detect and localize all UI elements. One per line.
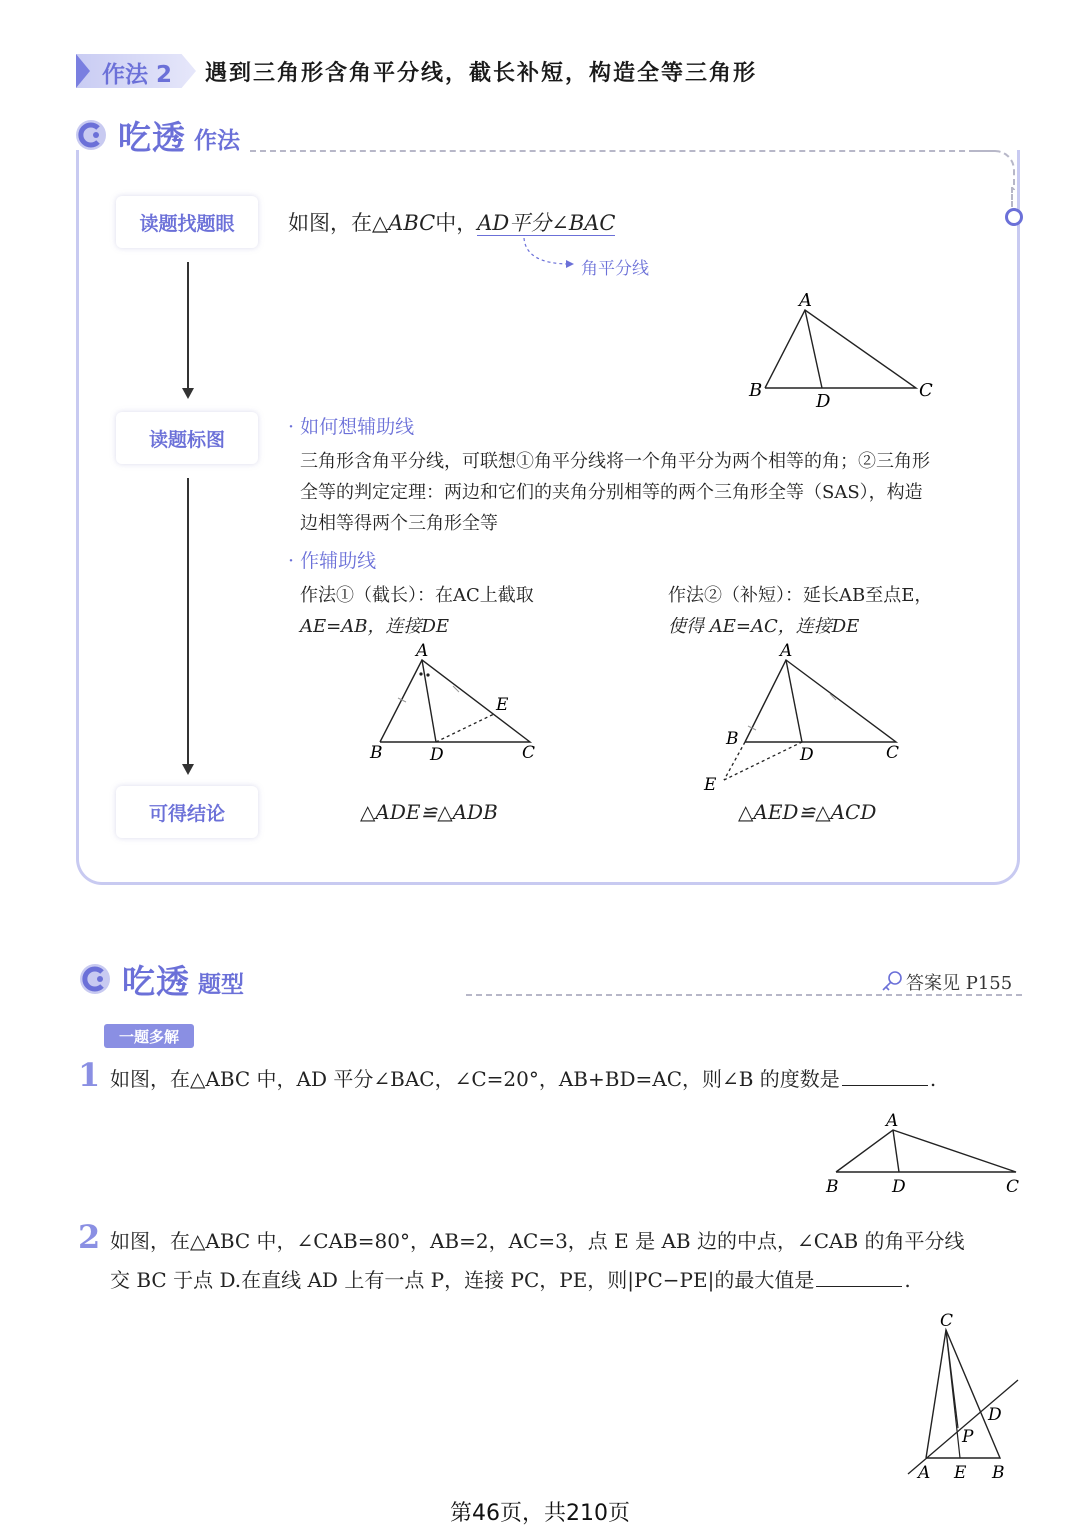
multi-solution-tag: 一题多解 <box>104 1024 194 1048</box>
m1-label-c: C <box>522 743 536 763</box>
how-to-think-line3: 边相等得两个三角形全等 <box>300 513 498 534</box>
section2-title-main: 吃透 <box>122 962 190 1001</box>
method2-line2: 使得 AE=AC，连接DE <box>668 616 860 637</box>
label-a: A <box>799 290 812 311</box>
problem-intro <box>288 208 615 239</box>
arrow-down-icon <box>181 386 195 400</box>
m1-label-b: B <box>370 743 383 763</box>
q2-label-c: C <box>940 1311 954 1331</box>
figure-q1 <box>818 1108 1028 1198</box>
panel-ring-marker <box>1005 208 1023 226</box>
label-d: D <box>816 391 831 412</box>
q2-label-a: A <box>918 1463 931 1483</box>
figure-q2 <box>900 1308 1025 1486</box>
method2-line1: 作法②（补短）：延长AB至点E， <box>668 585 933 606</box>
intro-mid: 中， <box>435 211 478 235</box>
intro-prefix: 如图，在△ <box>288 211 389 235</box>
q1-number: 1 <box>78 1056 101 1094</box>
q2-text-line1: 如图，在△ABC 中，∠CAB=80°，AB=2，AC=3，点 E 是 AB 边的中点，∠CAB 的角平分线 <box>110 1229 965 1253</box>
figure-method1 <box>360 640 550 770</box>
q2-text-line2 <box>110 1261 911 1299</box>
how-to-think-line1: 三角形含角平分线，可联想①角平分线将一个角平分为两个相等的角；②三角形 <box>300 451 930 472</box>
q2-label-d: D <box>988 1405 1002 1425</box>
m2-label-b: B <box>726 729 739 749</box>
q2-answer-blank[interactable] <box>816 1285 902 1287</box>
step-find-key: 读题找题眼 <box>116 196 258 248</box>
result-method1: △ADE≌△ADB <box>360 800 498 824</box>
key-icon <box>880 970 904 992</box>
q1-text: 如图，在△ABC 中，AD 平分∠BAC，∠C=20°，AB+BD=AC，则∠B 的度数是 <box>110 1067 840 1091</box>
q2-end: . <box>904 1268 911 1292</box>
step-mark-figure: 读题标图 <box>116 412 258 464</box>
q2-number: 2 <box>78 1218 101 1256</box>
step-conclusion: 可得结论 <box>116 786 258 838</box>
label-b: B <box>749 380 763 401</box>
q2-text: 交 BC 于点 D.在直线 AD 上有一点 P，连接 PC，PE，则|PC−PE|的最大值是 <box>110 1268 815 1292</box>
construct-heading: · 作辅助线 <box>288 550 377 572</box>
m1-label-e: E <box>496 695 509 715</box>
q1-end: . <box>929 1067 937 1091</box>
section-swirl-icon <box>74 118 108 152</box>
flow-line-1 <box>187 262 189 392</box>
answer-reference: 答案见 P155 <box>906 973 1013 994</box>
m1-label-d: D <box>430 745 444 765</box>
intro-abc: ABC <box>388 211 436 235</box>
section-swirl-icon <box>78 962 112 996</box>
figure-triangle-abc <box>740 288 940 412</box>
how-to-think-heading: · 如何想辅助线 <box>288 416 415 438</box>
m1-label-a: A <box>416 641 429 661</box>
page-footer: 第46页，共210页 <box>450 1501 630 1526</box>
panel-dashed-corner <box>975 150 1015 190</box>
panel-dashed-top <box>250 150 995 152</box>
q2-label-e: E <box>954 1463 967 1483</box>
intro-ad-bisects: AD平分∠BAC <box>477 211 616 235</box>
m2-label-a: A <box>780 641 793 661</box>
section1-title-sub: 作法 <box>194 128 240 154</box>
q1-label-b: B <box>826 1177 839 1197</box>
method1-line1: 作法①（截长）：在AC上截取 <box>300 585 534 606</box>
result-method2: △AED≌△ACD <box>738 800 877 824</box>
m2-label-e: E <box>704 775 717 795</box>
q1-label-d: D <box>892 1177 906 1197</box>
method-title: 遇到三角形含角平分线，截长补短，构造全等三角形 <box>205 61 758 86</box>
annotation-arrow <box>520 236 580 270</box>
arrow-down-icon <box>181 762 195 776</box>
section2-dashed-line <box>466 994 1022 996</box>
how-to-think-line2: 全等的判定定理：两边和它们的夹角分别相等的两个三角形全等（SAS），构造 <box>300 482 923 503</box>
label-c: C <box>919 380 933 401</box>
m2-label-c: C <box>886 743 900 763</box>
q2-label-b: B <box>992 1463 1005 1483</box>
m2-label-d: D <box>800 745 814 765</box>
panel-dashed-right <box>1011 187 1013 207</box>
q1-label-c: C <box>1006 1177 1020 1197</box>
section2-title-sub: 题型 <box>198 972 244 998</box>
method-label: 作法 2 <box>102 62 173 88</box>
q1-label-a: A <box>886 1111 899 1131</box>
annotation-bisector: 角平分线 <box>581 259 649 279</box>
section1-title-main: 吃透 <box>118 118 186 157</box>
q1-answer-blank[interactable] <box>842 1084 928 1086</box>
q1-text-line <box>110 1060 936 1098</box>
figure-method2 <box>700 640 910 795</box>
flow-line-2 <box>187 478 189 768</box>
q2-label-p: P <box>962 1427 974 1447</box>
method1-line2: AE=AB，连接DE <box>300 616 450 637</box>
